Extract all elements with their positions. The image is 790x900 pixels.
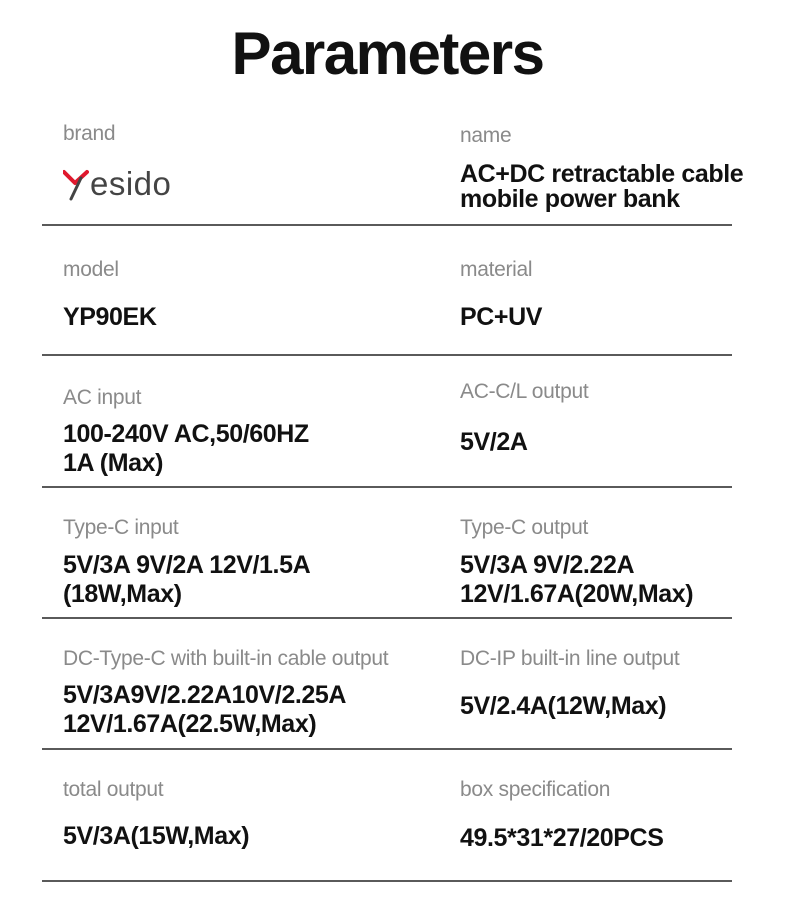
- spec-value: AC+DC retractable cable mobile power bank: [460, 160, 744, 213]
- spec-row-total-box: [42, 750, 732, 882]
- spec-row-ac-input-output: [42, 356, 732, 488]
- spec-value: 5V/2.4A(12W,Max): [460, 692, 667, 720]
- spec-value: 5V/3A 9V/2.22A 12V/1.67A(20W,Max): [460, 551, 694, 608]
- spec-value: 5V/3A 9V/2A 12V/1.5A (18W,Max): [63, 551, 311, 608]
- spec-cell-ac-cl-output: [460, 356, 780, 486]
- spec-label: box specification: [460, 778, 611, 801]
- spec-cell-model: [63, 226, 443, 354]
- spec-cell-ac-input: [63, 356, 443, 486]
- spec-value: 5V/3A(15W,Max): [63, 822, 250, 850]
- spec-row-dc-outputs: [42, 619, 732, 750]
- spec-cell-dc-type-c-output: [63, 619, 443, 748]
- page-title: Parameters: [231, 20, 544, 87]
- spec-value: 5V/3A9V/2.22A10V/2.25A 12V/1.67A(22.5W,Max): [63, 681, 347, 738]
- spec-label: DC-Type-C with built-in cable output: [63, 647, 389, 670]
- spec-cell-brand: [63, 118, 443, 224]
- spec-label: brand: [63, 122, 116, 145]
- spec-value: 100-240V AC,50/60HZ 1A (Max): [63, 420, 309, 477]
- spec-row-brand-name: [42, 118, 744, 226]
- spec-cell-dc-ip-output: [460, 619, 780, 748]
- spec-label: name: [460, 124, 512, 147]
- spec-label: Type-C input: [63, 516, 179, 539]
- spec-label: Type-C output: [460, 516, 589, 539]
- spec-value: PC+UV: [460, 303, 543, 331]
- spec-cell-box-specification: [460, 750, 780, 880]
- spec-label: AC-C/L output: [460, 380, 589, 403]
- spec-row-model-material: [42, 226, 732, 356]
- spec-cell-type-c-input: [63, 488, 443, 617]
- spec-label: DC-IP built-in line output: [460, 647, 680, 670]
- spec-cell-total-output: [63, 750, 443, 880]
- yesido-y-logo-icon: [63, 168, 89, 202]
- spec-label: AC input: [63, 386, 142, 409]
- spec-cell-name: [460, 118, 780, 224]
- spec-label: model: [63, 258, 119, 281]
- spec-label: total output: [63, 778, 164, 801]
- brand-logo: [63, 166, 171, 202]
- spec-label: material: [460, 258, 533, 281]
- spec-value: YP90EK: [63, 303, 157, 331]
- spec-value: 5V/2A: [460, 428, 528, 456]
- spec-row-type-c: [42, 488, 732, 619]
- spec-cell-material: [460, 226, 780, 354]
- brand-logo-text: esido: [90, 165, 172, 202]
- spec-value: 49.5*31*27/20PCS: [460, 824, 664, 852]
- spec-cell-type-c-output: [460, 488, 780, 617]
